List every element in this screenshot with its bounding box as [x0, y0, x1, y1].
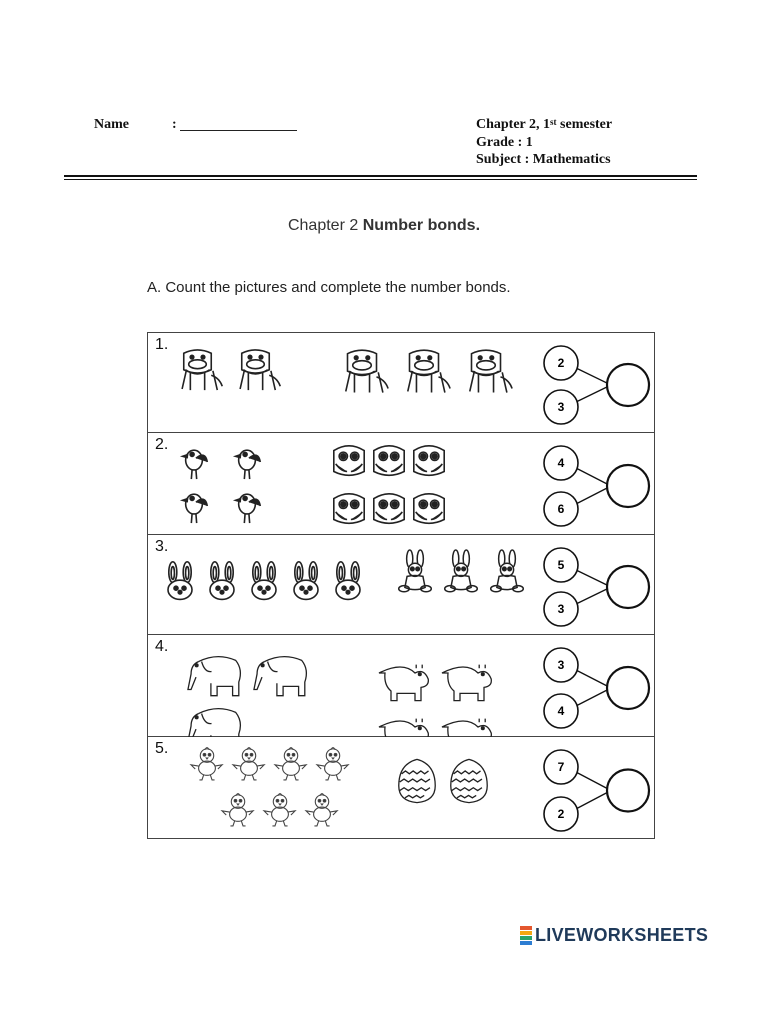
whole-answer-circle[interactable]: [607, 770, 649, 812]
whole-answer-circle[interactable]: [607, 364, 649, 406]
logo-mark-icon: [520, 926, 532, 945]
bird-picture: [183, 494, 208, 523]
row-number: 3.: [155, 538, 169, 555]
header-divider: [64, 175, 697, 177]
elephant-picture: [188, 709, 240, 737]
bunny-face-picture: [168, 562, 192, 600]
header-info: [476, 116, 612, 169]
elephant-picture: [254, 657, 306, 696]
chick-picture: [233, 748, 264, 780]
picture-area: [148, 433, 533, 535]
exercise-row-2: [148, 433, 654, 535]
bunny-face-picture: [252, 562, 276, 600]
owl-picture: [414, 494, 444, 523]
elephant-picture: [188, 657, 240, 696]
whole-answer-circle[interactable]: [607, 566, 649, 608]
chick-picture: [317, 748, 348, 780]
bunny-picture: [399, 550, 432, 592]
number-bond: [536, 333, 654, 433]
grade-line: Grade : 1: [476, 134, 533, 150]
number-bond: [536, 635, 654, 737]
easter-egg-picture: [451, 759, 487, 802]
picture-area: [148, 333, 533, 433]
hippo-picture: [379, 665, 428, 701]
horse-picture: [182, 350, 222, 390]
exercise-table: [147, 332, 655, 839]
part-top-value: 3: [557, 658, 565, 672]
bird-picture: [236, 494, 261, 523]
logo-text: LIVEWORKSHEETS: [535, 925, 709, 945]
hippo-picture: [442, 665, 491, 701]
part-bottom-value: 6: [557, 502, 565, 516]
chick-picture: [264, 794, 295, 826]
number-bond: [536, 737, 654, 840]
part-bottom-value: 3: [557, 602, 565, 616]
page-title: Chapter 2 Number bonds.: [287, 217, 481, 234]
exercise-row-4: [148, 635, 654, 737]
row-number: 4.: [155, 638, 169, 655]
hippo-picture: [442, 719, 491, 737]
exercise-row-1: [148, 333, 654, 433]
subject-line: Subject : Mathematics: [476, 152, 611, 167]
hippo-picture: [379, 719, 428, 737]
bunny-picture: [491, 550, 524, 592]
number-bond: [536, 433, 654, 535]
owl-picture: [334, 494, 364, 523]
name-colon: :: [172, 117, 177, 132]
part-bottom-value: 3: [557, 400, 565, 414]
picture-area: [148, 635, 533, 737]
owl-picture: [414, 446, 444, 475]
chick-picture: [306, 794, 337, 826]
picture-area: [148, 737, 533, 840]
horse-picture: [408, 350, 450, 392]
bunny-face-picture: [210, 562, 234, 600]
horse-picture: [470, 350, 512, 392]
bunny-face-picture: [294, 562, 318, 600]
row-number: 1.: [155, 336, 169, 353]
easter-egg-picture: [399, 759, 435, 802]
picture-area: [148, 535, 533, 635]
exercise-row-3: [148, 535, 654, 635]
exercise-row-5: [148, 737, 654, 840]
chapter-line: Chapter 2, 1st semester: [476, 117, 613, 132]
number-bond: [536, 535, 654, 635]
name-label: Name: [94, 117, 129, 132]
row-number: 2.: [155, 436, 169, 453]
part-top-value: 7: [557, 760, 565, 774]
horse-picture: [240, 350, 280, 390]
row-number: 5.: [155, 740, 169, 757]
part-bottom-value: 2: [557, 807, 565, 821]
part-top-value: 5: [557, 558, 565, 572]
chick-picture: [222, 794, 253, 826]
header-divider-thin: [64, 179, 697, 180]
chick-picture: [191, 748, 222, 780]
part-top-value: 2: [557, 356, 565, 370]
name-blank-line[interactable]: [180, 130, 297, 131]
whole-answer-circle[interactable]: [607, 465, 649, 507]
bird-picture: [236, 450, 261, 479]
owl-picture: [374, 494, 404, 523]
part-bottom-value: 4: [557, 704, 565, 718]
owl-picture: [334, 446, 364, 475]
whole-answer-circle[interactable]: [607, 667, 649, 709]
chick-picture: [275, 748, 306, 780]
horse-picture: [346, 350, 388, 392]
owl-picture: [374, 446, 404, 475]
bunny-face-picture: [336, 562, 360, 600]
bunny-picture: [445, 550, 478, 592]
liveworksheets-logo: [520, 925, 708, 946]
instruction-text: A. Count the pictures and complete the number bonds.: [147, 279, 511, 296]
part-top-value: 4: [557, 456, 565, 470]
bird-picture: [183, 450, 208, 479]
